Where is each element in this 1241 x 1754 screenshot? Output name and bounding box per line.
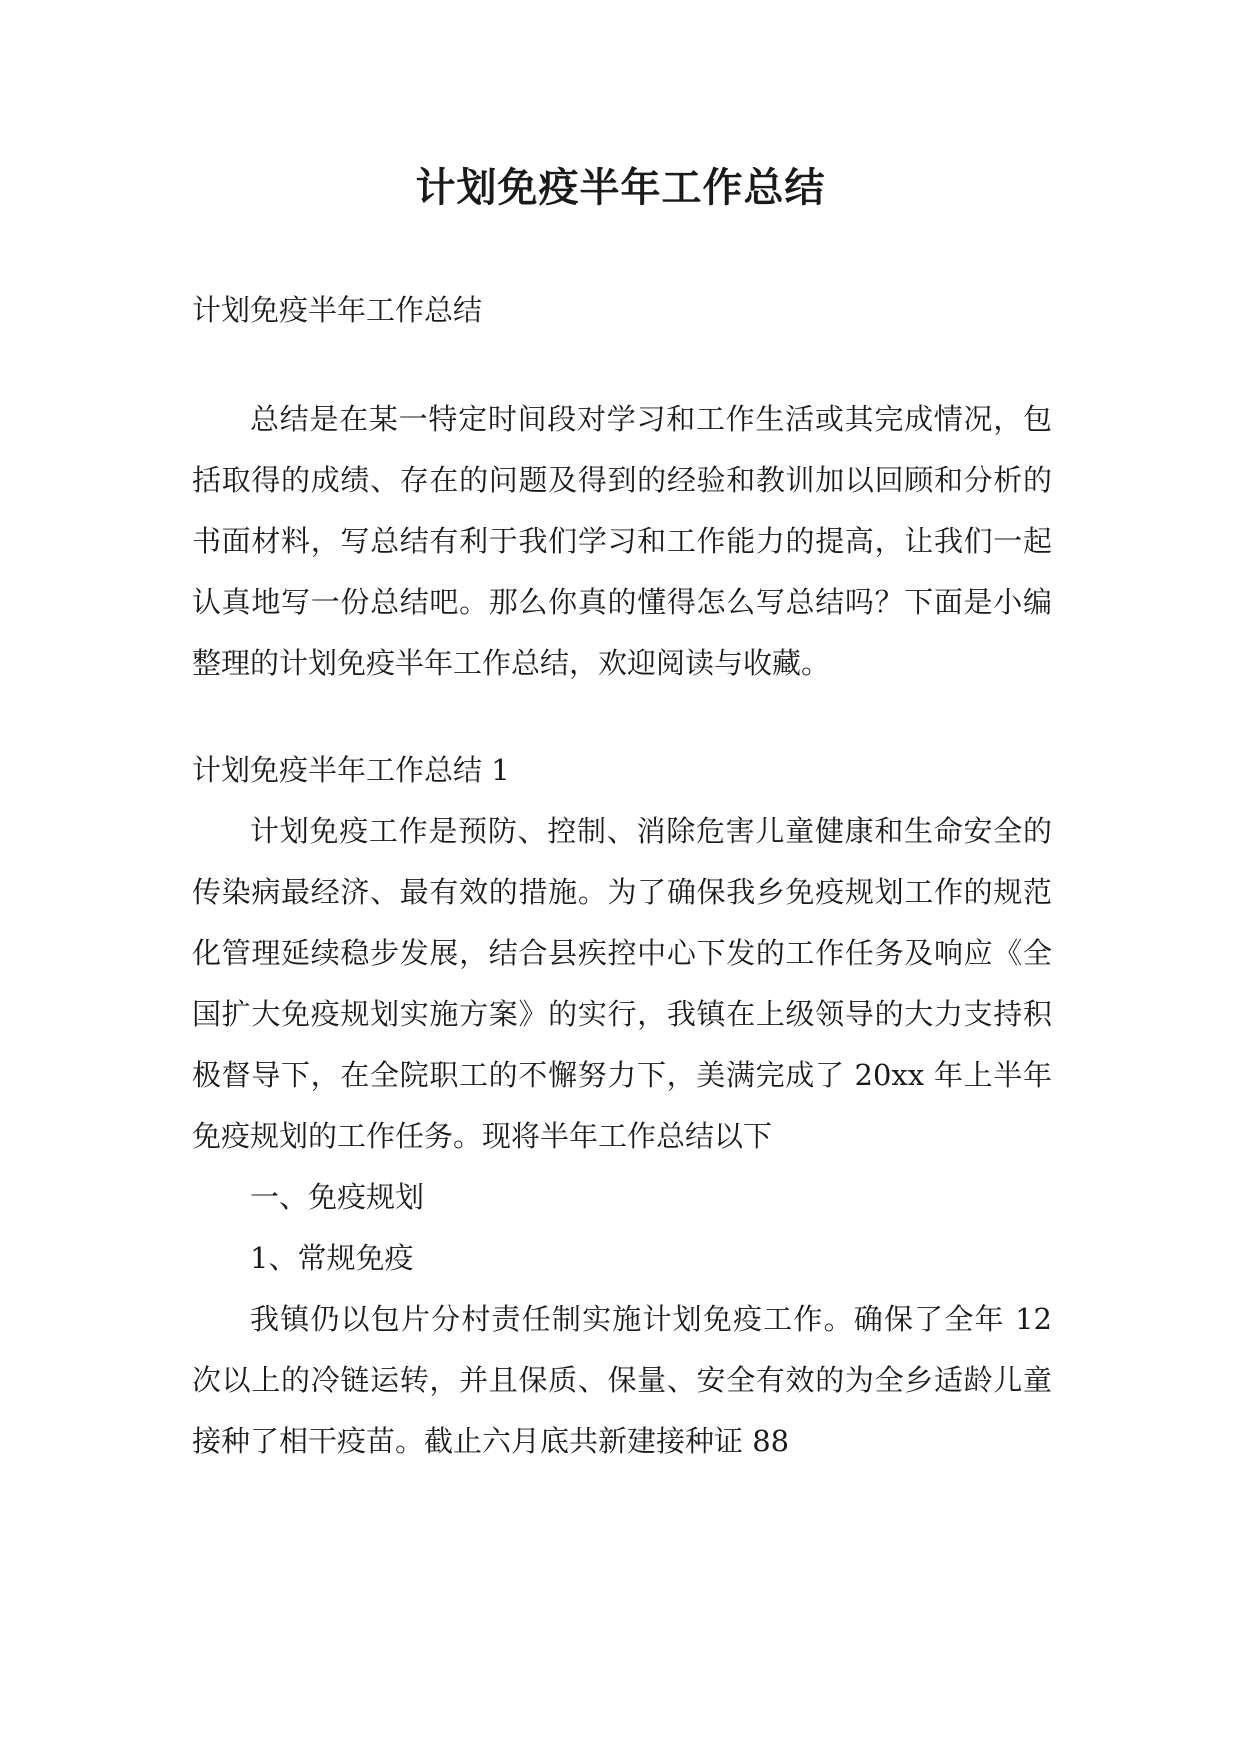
section-paragraph: 计划免疫工作是预防、控制、消除危害儿童健康和生命安全的传染病最经济、最有效的措施。为了确保我乡免疫规划工作的规范化管理延续稳步发展，结合县疾控中心下发的工作任务及响应《全国扩大免疫规划实施方案》的实行，我镇在上级领导的大力支持积极督导下，在全院职工的不懈努力下，美满完成了 20xx 年上半年免疫规划的工作任务。现将半年工作总结以下 <box>192 814 1052 1153</box>
document-subtitle: 计划免疫半年工作总结 <box>192 293 483 327</box>
document-body <box>192 280 1052 1472</box>
heading-level-1: 一、免疫规划 <box>250 1180 425 1214</box>
heading-level-2: 1、常规免疫 <box>250 1241 414 1275</box>
intro-paragraph: 总结是在某一特定时间段对学习和工作生活或其完成情况，包括取得的成绩、存在的问题及得到的经验和教训加以回顾和分析的书面材料，写总结有利于我们学习和工作能力的提高，让我们一起认真地写一份总结吧。那么你真的懂得怎么写总结吗？下面是小编整理的计划免疫半年工作总结，欢迎阅读与收藏。 <box>192 402 1052 680</box>
document-title: 计划免疫半年工作总结 <box>415 164 826 211</box>
section-title: 计划免疫半年工作总结 1 <box>192 753 510 787</box>
section-paragraph: 我镇仍以包片分村责任制实施计划免疫工作。确保了全年 12 次以上的冷链运转，并且保质、保量、安全有效的为全乡适龄儿童接种了相干疫苗。截止六月底共新建接种证 88 <box>192 1302 1052 1458</box>
